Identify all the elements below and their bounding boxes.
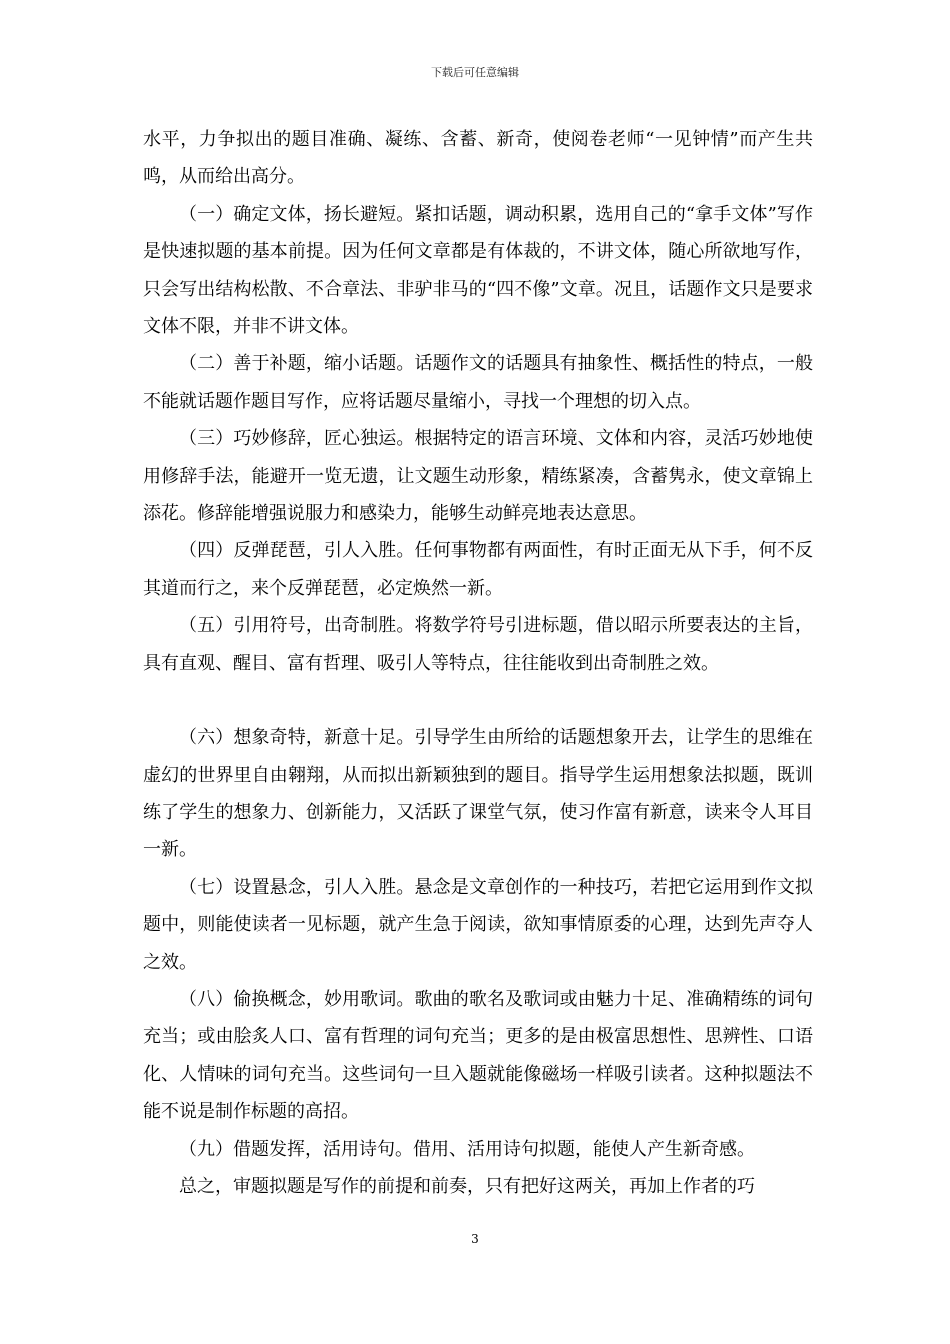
paragraph-method-5: （五）引用符号，出奇制胜。将数学符号引进标题，借以昭示所要表达的主旨，具有直观、醒目、富有哲理、吸引人等特点，往往能收到出奇制胜之效。 <box>143 615 813 674</box>
blank-line <box>143 682 813 719</box>
paragraph-method-3: （三）巧妙修辞，匠心独运。根据特定的语言环境、文体和内容，灵活巧妙地使用修辞手法，能避开一览无遗，让文题生动形象，精练紧凑，含蓄隽永，使文章锦上添花。修辞能增强说服力和感染力，能够生动鲜亮地表达意思。 <box>143 428 813 525</box>
paragraph-method-7: （七）设置悬念，引人入胜。悬念是文章创作的一种技巧，若把它运用到作文拟题中，则能使读者一见标题，就产生急于阅读，欲知事情原委的心理，达到先声夺人之效。 <box>143 876 813 973</box>
paragraph-method-4: （四）反弹琵琶，引人入胜。任何事物都有两面性，有时正面无从下手，何不反其道而行之，来个反弹琵琶，必定焕然一新。 <box>143 540 813 599</box>
page-number: 3 <box>471 1232 479 1246</box>
page-header: 下载后可任意编辑 <box>431 66 519 79</box>
paragraph-method-2: （二）善于补题，缩小话题。话题作文的话题具有抽象性、概括性的特点，一般不能就话题作题目写作，应将话题尽量缩小，寻找一个理想的切入点。 <box>143 353 813 412</box>
paragraph-method-1: （一）确定文体，扬长避短。紧扣话题，调动积累，选用自己的“拿手文体”写作是快速拟题的基本前提。因为任何文章都是有体裁的，不讲文体，随心所欲地写作，只会写出结构松散、不合章法、非驴非马的“四不像”文章。况且，话题作文只是要求文体不限，并非不讲文体。 <box>143 203 813 338</box>
paragraph-method-6: （六）想象奇特，新意十足。引导学生由所给的话题想象开去，让学生的思维在虚幻的世界里自由翱翔，从而拟出新颖独到的题目。指导学生运用想象法拟题，既训练了学生的想象力、创新能力，又活跃了课堂气氛，使习作富有新意，读来令人耳目一新。 <box>143 727 813 861</box>
paragraph-continuation: 水平，力争拟出的题目准确、凝练、含蓄、新奇，使阅卷老师“一见钟情”而产生共鸣，从而给出高分。 <box>143 129 813 188</box>
document-body <box>143 121 813 1205</box>
paragraph-method-8: （八）偷换概念，妙用歌词。歌曲的歌名及歌词或由魅力十足、准确精练的词句充当；或由脍炙人口、富有哲理的词句充当；更多的是由极富思想性、思辨性、口语化、人情味的词句充当。这些词句一旦入题就能像磁场一样吸引读者。这种拟题法不能不说是制作标题的高招。 <box>143 988 813 1123</box>
paragraph-method-9: （九）借题发挥，活用诗句。借用、活用诗句拟题，能使人产生新奇感。 <box>179 1138 755 1160</box>
paragraph-summary: 总之，审题拟题是写作的前提和前奏，只有把好这两关，再加上作者的巧 <box>179 1175 755 1197</box>
